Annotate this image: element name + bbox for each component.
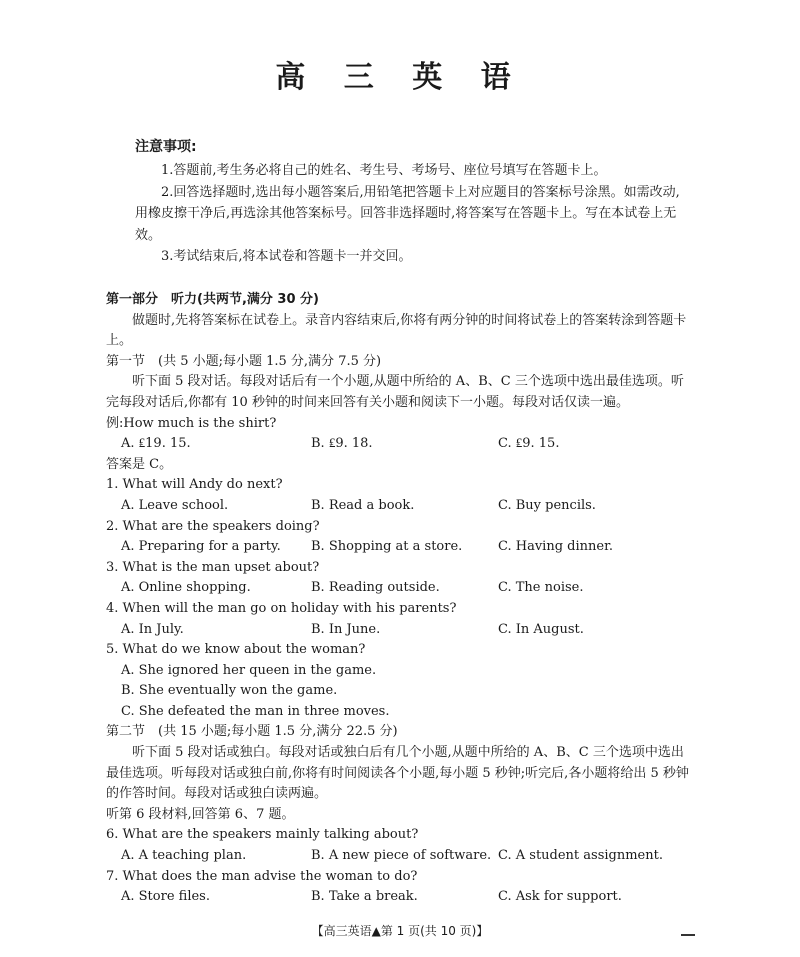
option-a: A. Leave school. [121,497,229,513]
notice-item: 3.考试结束后,将本试卷和答题卡一并交回。 [161,249,412,264]
option-c: C. She defeated the man in three moves. [121,703,390,719]
example-options [106,434,696,455]
option-b: B. Read a book. [311,497,415,513]
question: 3. What is the man upset about? [106,559,320,575]
option-a: A. A teaching plan. [121,848,247,864]
example-question: 例:How much is the shirt? [106,415,277,431]
option-a: A. ₤19. 15. [121,436,191,452]
page-title: 高 三 英 语 [275,60,525,95]
option-b: B. Reading outside. [311,580,440,596]
page-footer: 【高三英语▲第 1 页(共 10 页)】 [311,924,489,938]
question-options [106,496,696,517]
option-c: C. A student assignment. [498,848,663,864]
option-a: A. Preparing for a party. [121,539,281,555]
question-options [106,537,696,558]
question-options [106,846,696,867]
option-c: C. The noise. [498,580,584,596]
notice-item: 1.答题前,考生务必将自己的姓名、考生号、考场号、座位号填写在答题卡上。 [161,163,607,178]
option-a: A. Online shopping. [121,580,251,596]
question-options [106,887,696,908]
question: 7. What does the man advise the woman to do? [106,868,418,884]
option-c: C. Buy pencils. [498,497,596,513]
question-options [106,578,696,599]
option-b: B. In June. [311,621,381,637]
section2-instructions: 听下面 5 段对话或独白。每段对话或独白后有几个小题,从题中所给的 A、B、C 三个选项中选出最佳选项。听每段对话或独白前,你将有时间阅读各个小题,每小题 5 秒钟;听完后,各小题将给出 5 秒钟的作答时间。每段对话或独白读两遍。 [106,745,689,802]
section1-heading: 第一节 (共 5 小题;每小题 1.5 分,满分 7.5 分) [106,353,382,369]
section2-heading: 第二节 (共 15 小题;每小题 1.5 分,满分 22.5 分) [106,724,398,740]
question: 1. What will Andy do next? [106,477,283,493]
question: 4. When will the man go on holiday with his parents? [106,600,457,616]
question-options [106,620,696,641]
option-c: C. ₤9. 15. [498,436,560,452]
option-a: A. Store files. [121,889,210,905]
option-b: B. Shopping at a store. [311,539,463,555]
material-note: 听第 6 段材料,回答第 6、7 题。 [106,806,295,822]
option-a: A. In July. [121,621,184,637]
option-b: B. Take a break. [311,889,418,905]
option-c: C. Having dinner. [498,539,614,555]
option-c: C. In August. [498,621,584,637]
part1-intro: 做题时,先将答案标在试卷上。录音内容结束后,你将有两分钟的时间将试卷上的答案转涂到答题卡上。 [106,312,687,349]
question: 5. What do we know about the woman? [106,642,366,658]
notice-block [135,136,680,268]
option-c: C. Ask for support. [498,889,622,905]
option-b: B. A new piece of software. [311,848,492,864]
notice-item: 2.回答选择题时,选出每小题答案后,用铅笔把答题卡上对应题目的答案标号涂黑。如需改动,用橡皮擦干净后,再选涂其他答案标号。回答非选择题时,将答案写在答题卡上。写在本试卷上无效。 [135,184,680,243]
option-b: B. She eventually won the game. [121,683,338,699]
question: 6. What are the speakers mainly talking about? [106,827,419,843]
example-answer: 答案是 C。 [106,456,173,472]
corner-mark [681,934,695,936]
option-b: B. ₤9. 18. [311,436,373,452]
section1-instructions: 听下面 5 段对话。每段对话后有一个小题,从题中所给的 A、B、C 三个选项中选出最佳选项。听完每段对话后,你都有 10 秒钟的时间来回答有关小题和阅读下一小题。每段对话仅读一遍。 [106,374,684,410]
question: 2. What are the speakers doing? [106,518,320,534]
notice-heading: 注意事项: [135,139,197,155]
listening-part [106,290,696,908]
part1-heading: 第一部分 听力(共两节,满分 30 分) [106,292,319,307]
option-a: A. She ignored her queen in the game. [121,662,377,678]
